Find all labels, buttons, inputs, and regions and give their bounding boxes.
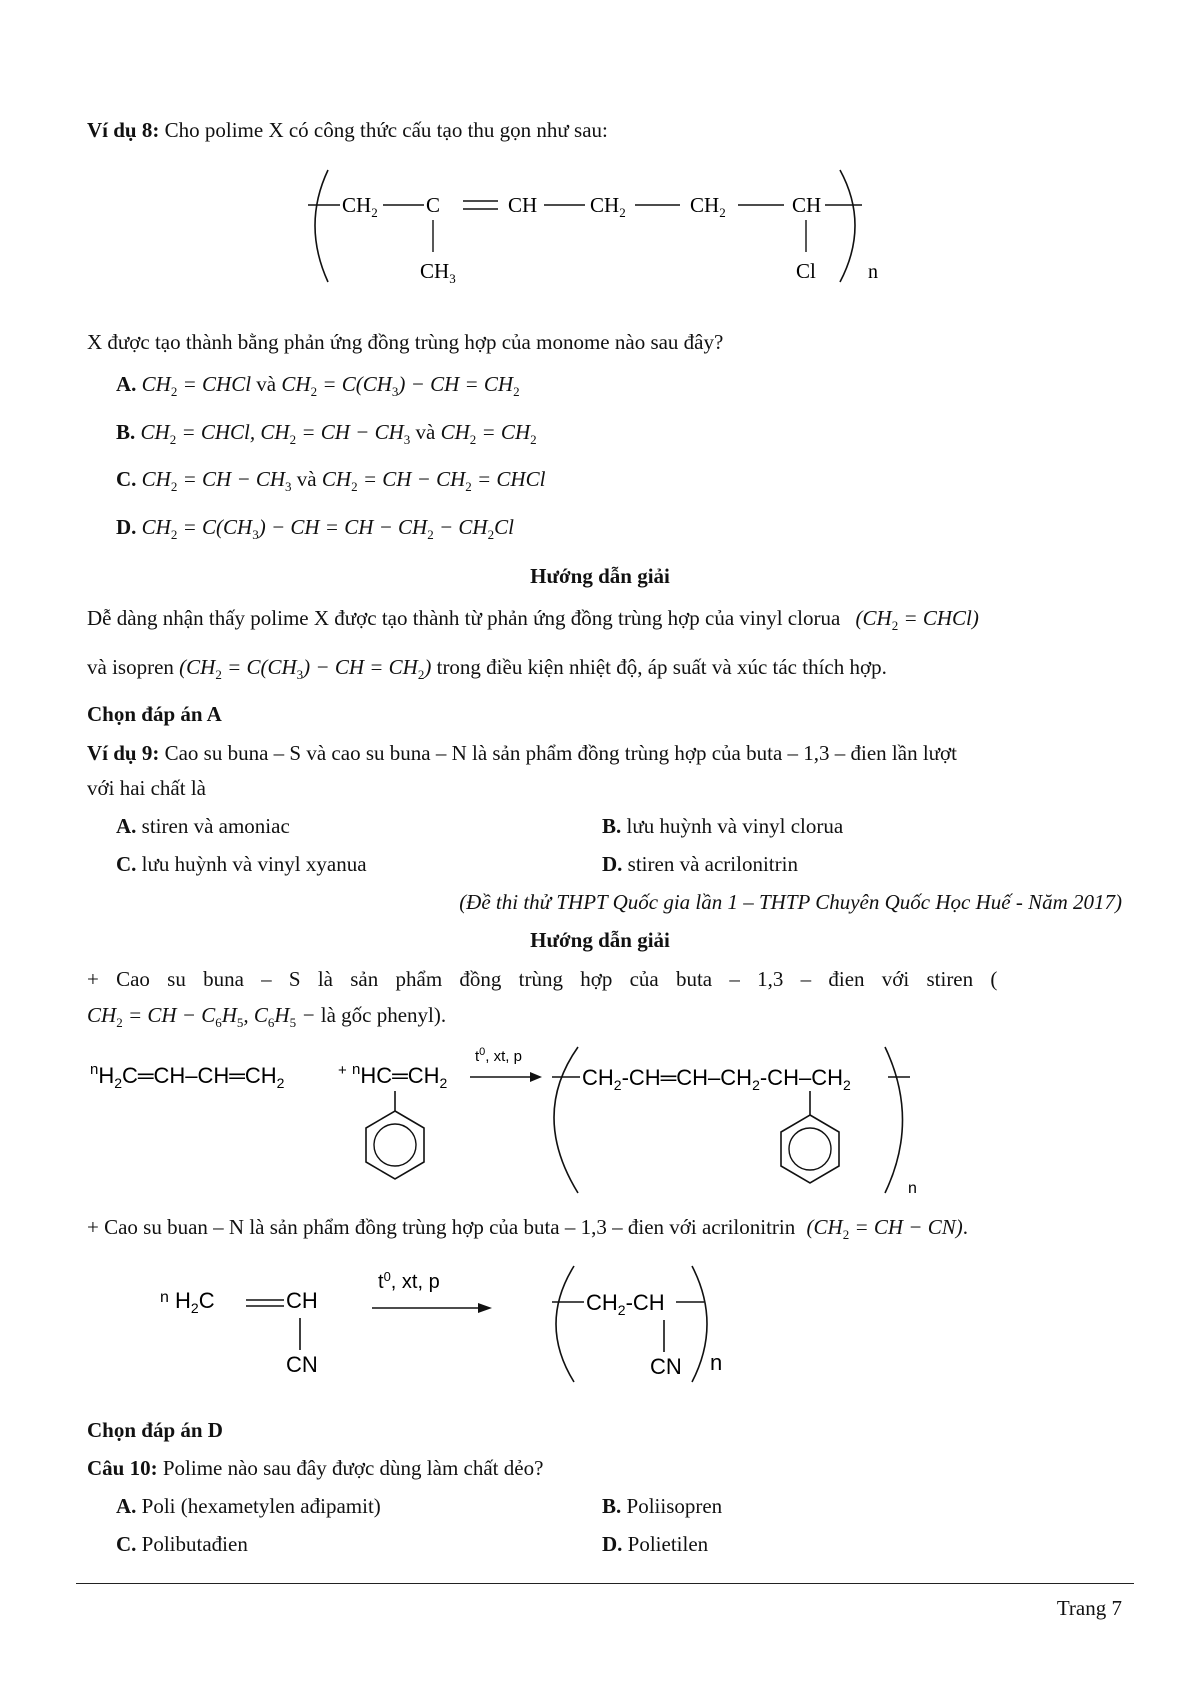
- example-8-guide-line-2: và isopren ($CH_2 = C(CH_3)$ − CH = $CH_2$) trong điều kiện nhiệt độ, áp suất và xúc tác thích hợp.: [87, 655, 887, 683]
- question-10-option-a: A. Poli (hexametylen ađipamit): [116, 1494, 381, 1518]
- svg-text:CH2: $CH_2$: [690, 193, 726, 220]
- example-8-label: Ví dụ 8:: [87, 118, 160, 142]
- example-9-guide-1-line-2: $CH_2$ = CH − $C_6H_5$, $C_6H_5$ − là gốc phenyl).: [87, 1003, 447, 1031]
- example-9-heading: Ví dụ 9: Cao su buna – S và cao su buna – N là sản phẩm đồng trùng hợp của buta – 1,3 – đien lần lượt: [87, 741, 957, 765]
- svg-text:n H2C: $^n$ $H_2C$: [160, 1288, 215, 1316]
- example-9-option-b: B. lưu huỳnh và vinyl clorua: [602, 814, 844, 838]
- svg-text:CH: CH: [792, 193, 822, 217]
- svg-text:Cl: Cl: [796, 259, 816, 283]
- example-8-question: X được tạo thành bằng phản ứng đồng trùng hợp của monome nào sau đây?: [87, 330, 724, 354]
- svg-text:CH: CH: [508, 193, 538, 217]
- svg-text:CH2: $CH_2$: [590, 193, 626, 220]
- svg-text:+: +: [338, 1062, 347, 1079]
- footer-divider: [76, 1583, 1134, 1584]
- example-8-option-a: A. $CH_2$ = CHCl và $CH_2 = C(CH_3)$ − CH = $CH_2$: [116, 372, 520, 400]
- svg-text:CH: CH: [286, 1288, 318, 1313]
- example-8-text: Cho polime X có công thức cấu tạo thu gọn như sau:: [164, 118, 608, 142]
- svg-text:CN: CN: [286, 1352, 318, 1377]
- svg-text:n: n: [908, 1180, 917, 1197]
- svg-text:nHC═CH2: $^nHC═CH_2$: [352, 1061, 448, 1091]
- svg-text:CH2-CH: $CH_2-CH$: [586, 1290, 665, 1318]
- svg-text:t0, xt, p: $t^0$, xt, p: [475, 1046, 522, 1065]
- question-10-option-d: D. Polietilen: [602, 1532, 709, 1556]
- example-9-option-d: D. stiren và acrilonitrin: [602, 852, 798, 876]
- svg-text:C: C: [426, 193, 441, 217]
- example-9-option-c: C. lưu huỳnh và vinyl xyanua: [116, 852, 367, 876]
- example-8-answer: Chọn đáp án A: [87, 702, 222, 726]
- svg-text:nH2C═CH–CH═CH2: $^nH_2C═CH-CH═CH_2$: [90, 1061, 285, 1091]
- question-10-option-c: C. Polibutađien: [116, 1532, 248, 1556]
- example-8-option-d: D. $CH_2 = C(CH_3)$ − CH = CH − $CH_2 - CH_2Cl$: [116, 515, 514, 543]
- svg-text:CH3: $CH_3$: [420, 259, 456, 286]
- svg-text:CH2-CH═CH–CH2-CH–CH2: $CH_2-CH═CH-CH_2-CH-CH_2$: [582, 1065, 851, 1093]
- question-10-option-b: B. Poliisopren: [602, 1494, 723, 1518]
- svg-text:n: n: [710, 1350, 723, 1375]
- buna-s-reaction-diagram: [90, 1045, 990, 1205]
- example-8-heading: [87, 118, 608, 143]
- example-8-option-c: C. $CH_2$ = CH − $CH_3$ và $CH_2$ = CH − $CH_2$ = CHCl: [116, 467, 546, 495]
- svg-text:n: n: [868, 261, 878, 283]
- example-8-option-b: B. $CH_2$ = CHCl, $CH_2$ = CH − $CH_3$ và $CH_2 = CH_2$: [116, 420, 537, 448]
- page-number: Trang 7: [1056, 1596, 1122, 1620]
- example-9-text-2: với hai chất là: [87, 776, 206, 800]
- svg-text:CH2: $CH_2$: [342, 193, 378, 220]
- question-10-label: Câu 10:: [87, 1456, 158, 1480]
- example-9-guide-2-line: + Cao su buan – N là sản phẩm đồng trùng hợp của buta – 1,3 – đien với acrilonitrin ($CH_2$ = CH − CN).: [87, 1215, 968, 1243]
- example-9-guide-1-line-1: + Cao su buna – S là sản phẩm đồng trùng hợp của buta – 1,3 – đien với stiren (: [87, 967, 998, 991]
- example-9-option-a: A. stiren và amoniac: [116, 814, 290, 838]
- question-10-heading: Câu 10: Polime nào sau đây được dùng làm chất dẻo?: [87, 1456, 544, 1480]
- example-9-source: (Đề thi thử THPT Quốc gia lần 1 – THTP Chuyên Quốc Học Huế - Năm 2017): [459, 890, 1122, 914]
- svg-text:CN: CN: [650, 1354, 682, 1379]
- example-9-guide-title: Hướng dẫn giải: [530, 928, 670, 952]
- example-8-guide-title: Hướng dẫn giải: [530, 564, 670, 588]
- example-9-label: Ví dụ 9:: [87, 741, 160, 765]
- example-9-answer: Chọn đáp án D: [87, 1418, 223, 1442]
- svg-text:t0, xt, p: $t^0$, xt, p: [378, 1269, 440, 1293]
- buna-n-reaction-diagram: [160, 1262, 760, 1392]
- example-8-guide-line-1: Dễ dàng nhận thấy polime X được tạo thành từ phản ứng đồng trùng hợp của vinyl clorua ($CH_2$ = CHCl): [87, 606, 979, 634]
- polymer-x-structure: [300, 160, 900, 290]
